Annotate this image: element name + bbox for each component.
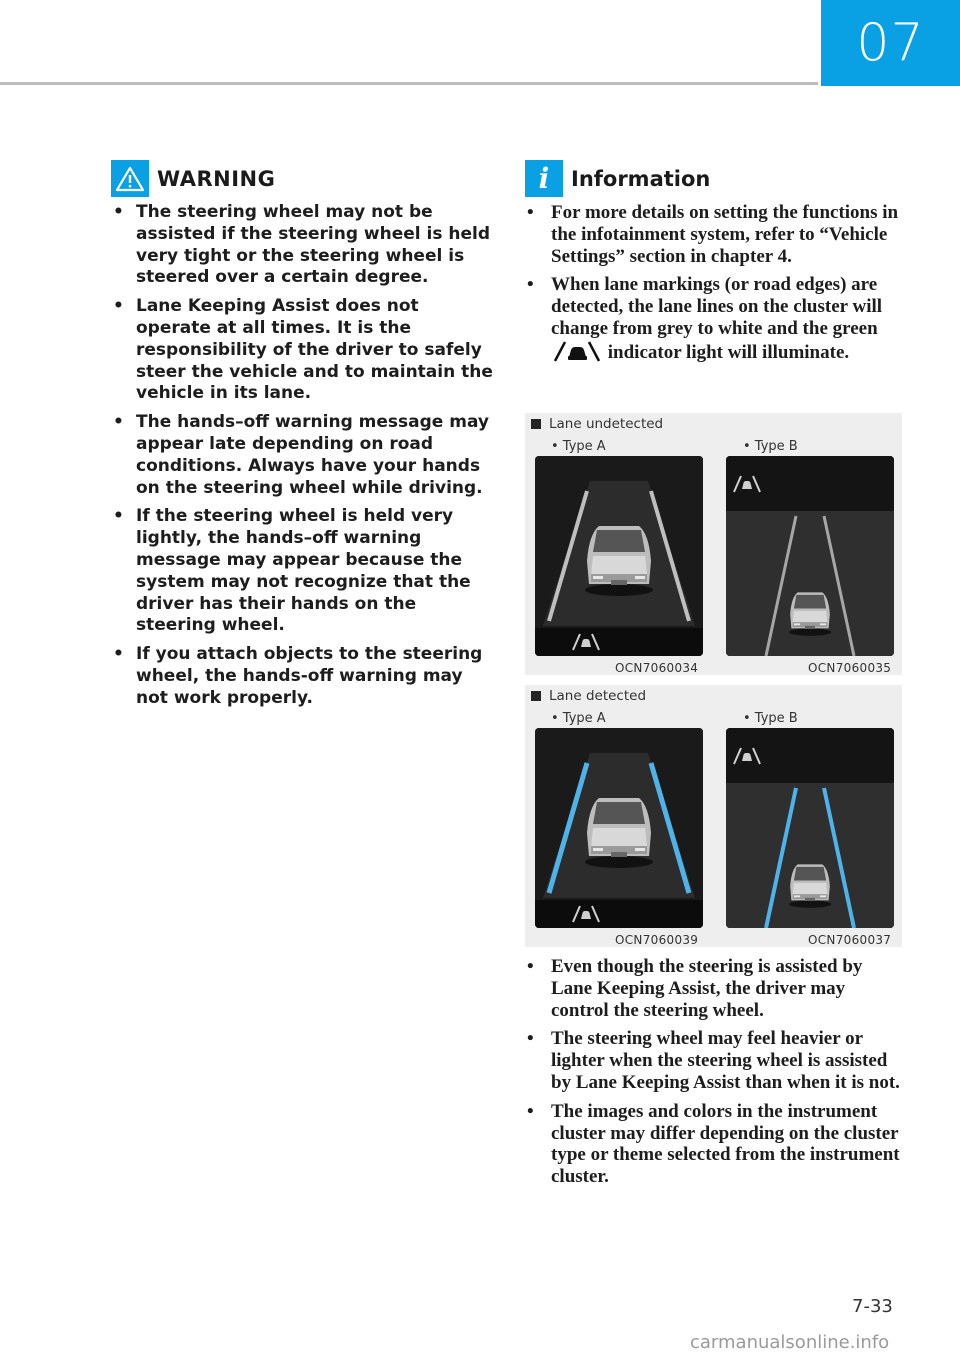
header-rule [0,82,818,85]
information-item [525,274,905,363]
information-item: • For more details on setting the functions in the infotainment system, refer to “Vehicle Settings” section in chapter 4. [525,202,905,267]
warning-item: • Lane Keeping Assist does not operate at all times. It is the responsibility of the driver to safely steer the vehicle and to maintain the vehicle in its lane. [111,296,495,405]
type-a-label: • Type A [551,439,606,454]
cluster-screen-type-b [726,456,894,656]
information-item: • Even though the steering is assisted by Lane Keeping Assist, the driver may control the steering wheel. [525,956,905,1021]
warning-heading [111,160,275,197]
page-number: 7-33 [852,1296,893,1317]
warning-item: • If you attach objects to the steering wheel, the hands-off warning may not work properly. [111,644,495,709]
chapter-number: 07 [821,0,960,86]
warning-triangle-icon [111,160,149,197]
warning-item: • If the steering wheel is held very lightly, the hands–off warning message may appear because the system may not recognize that the driver has their hands on the steering wheel. [111,506,495,637]
figure-title: Lane detected [531,688,646,704]
figure-code: OCN7060035 [808,661,892,675]
cluster-illustration [726,456,894,656]
information-title: Information [571,166,711,191]
figure-lane-undetected [525,413,902,675]
warning-item: • The hands–off warning message may appear late depending on road conditions. Always have your hands on the steering wheel while driving. [111,412,495,499]
watermark: carmanualsonline.info [690,1332,890,1353]
cluster-screen-type-a [535,728,703,928]
information-item-text: indicator light will illuminate. [607,341,850,363]
type-b-label: • Type B [743,711,798,726]
information-item-text: When lane markings (or road edges) are detected, the lane lines on the cluster will change from grey to white and the green [551,274,883,339]
type-b-label: • Type B [743,439,798,454]
cluster-illustration [726,728,894,928]
warning-item: • The steering wheel may not be assisted if the steering wheel is held very tight or the steering wheel is steered over a certain degree. [111,202,495,289]
cluster-illustration [535,728,703,928]
information-list [525,202,905,371]
figure-title: Lane undetected [531,416,663,432]
lane-keeping-assist-icon [553,340,601,362]
cluster-screen-type-a [535,456,703,656]
info-i-icon: i [525,160,563,197]
figure-lane-detected [525,685,902,947]
figure-code: OCN7060037 [808,933,892,947]
information-list-continued [525,956,905,1195]
information-item: • The images and colors in the instrument cluster may differ depending on the cluster type or theme selected from the instrument cluster. [525,1101,905,1188]
figure-code: OCN7060034 [615,661,699,675]
warning-list [111,202,495,717]
warning-title: WARNING [157,166,276,191]
figure-code: OCN7060039 [615,933,699,947]
cluster-illustration [535,456,703,656]
cluster-screen-type-b [726,728,894,928]
information-item: • The steering wheel may feel heavier or lighter when the steering wheel is assisted by Lane Keeping Assist than when it is not. [525,1028,905,1093]
type-a-label: • Type A [551,711,606,726]
information-heading [525,160,710,197]
